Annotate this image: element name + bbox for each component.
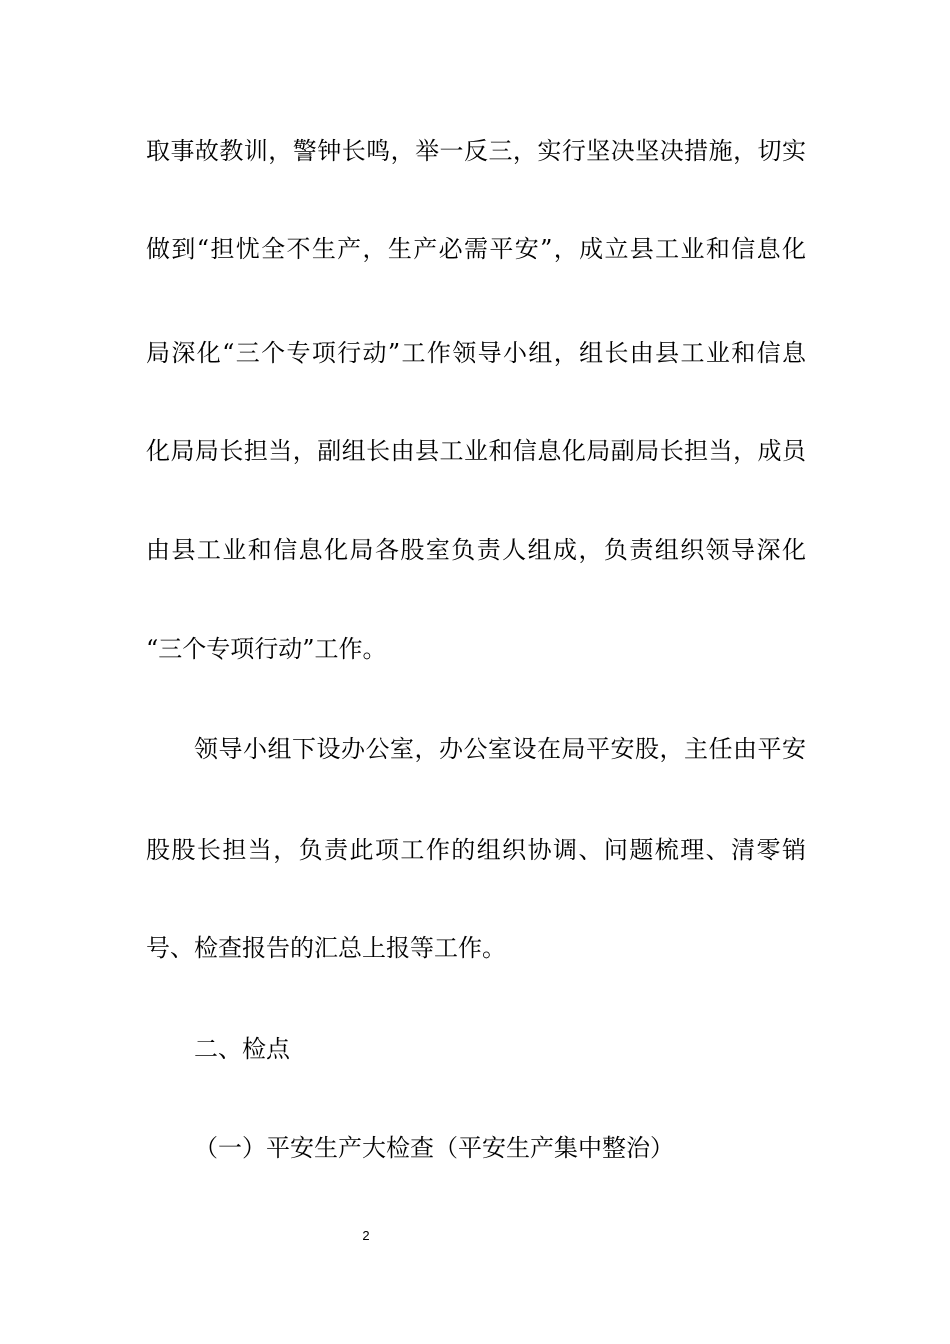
page-number: 2 (362, 1228, 370, 1243)
section-heading: 二、检点 (194, 1035, 290, 1063)
subsection-heading: （一）平安生产大检查（平安生产集中整治） (194, 1134, 674, 1162)
paragraph-2-line-1: 领导小组下设办公室，办公室设在局平安股，主任由平安 (194, 735, 806, 763)
paragraph-2-line-3: 号、检查报告的汇总上报等工作。 (146, 934, 506, 962)
paragraph-1-line-1: 取事故教训，警钟长鸣，举一反三，实行坚决坚决措施，切实 (146, 137, 806, 165)
paragraph-1-line-6: “三个专项行动”工作。 (146, 635, 387, 663)
paragraph-1-line-4: 化局局长担当，副组长由县工业和信息化局副局长担当，成员 (146, 437, 806, 465)
paragraph-1-line-5: 由县工业和信息化局各股室负责人组成，负责组织领导深化 (146, 536, 806, 564)
paragraph-1-line-2: 做到“担忧全不生产，生产必需平安”，成立县工业和信息化 (146, 235, 806, 263)
paragraph-2-line-2: 股股长担当，负责此项工作的组织协调、问题梳理、清零销 (146, 836, 806, 864)
paragraph-1-line-3: 局深化“三个专项行动”工作领导小组，组长由县工业和信息 (146, 339, 806, 367)
